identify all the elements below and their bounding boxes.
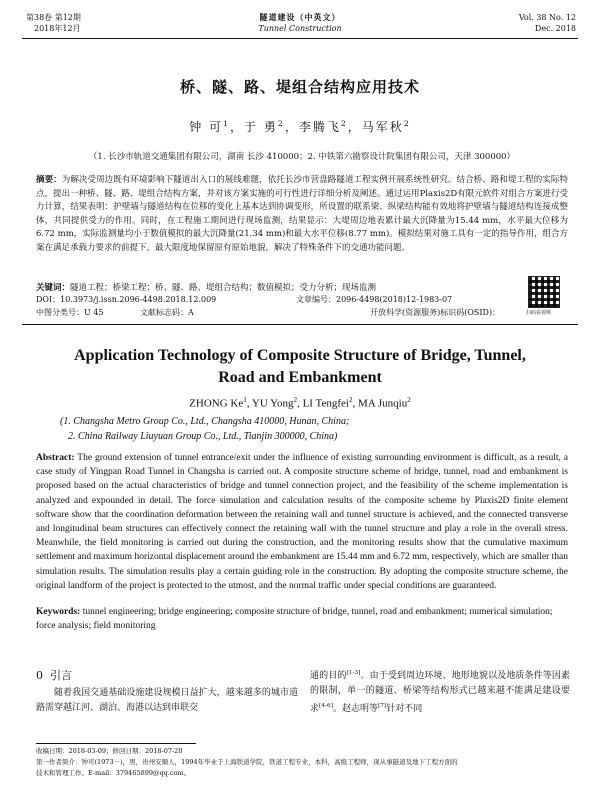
qr-code-icon[interactable]	[528, 276, 560, 308]
footnote-dates: 收稿日期：2018-03-09；修回日期：2018-07-20	[36, 747, 183, 755]
body-left-column: 随着我国交通基础设施建设规模日益扩大，越来越多的城市道路需穿越江河、湖泊、海港以达到串联交	[36, 688, 298, 713]
title-en-line1: Application Technology of Composite Structure of Bridge, Tunnel,	[74, 347, 526, 364]
author-en-1-mark: 1	[243, 396, 247, 404]
author-4: ，马军秋	[347, 120, 404, 134]
section-title: 引言	[50, 669, 72, 682]
keywords-en-text: tunnel engineering; bridge engineering; composite structure of bridge, tunnel, road and embankment; numerical simulation; force analysis; field monitoring	[36, 607, 553, 632]
author-1-mark: 1	[223, 119, 231, 128]
affiliation-cn: （1. 长沙市轨道交通集团有限公司，湖南 长沙 410000；2. 中铁第六勘察设计院集团有限公司，天津 300000）	[88, 152, 516, 162]
authors-en	[0, 396, 600, 410]
keywords-en	[36, 605, 568, 633]
body-right-text-1: 通的目的	[310, 671, 347, 681]
abstract-cn	[36, 174, 568, 256]
author-2-mark: 2	[277, 119, 285, 128]
clc-number: 中图分类号：U 45	[36, 308, 104, 317]
author-en-3: , LI Tengfei	[297, 397, 349, 410]
keywords-cn-label: 关键词：	[36, 283, 71, 293]
abstract-en-text: The ground extension of tunnel entrance/exit under the influence of existing surrounding environment is difficult, as a result, a case study of Yingpan Road Tunnel in Changsha is carried out. A composite structure scheme of bridge, tunnel, road and embankment is proposed based on the actual characteristics of bridge and tunnel connection project, and the feasibility of the scheme implementation is analyzed and expounded in detail. The force simulation and calculation results of the composite scheme by Plaxis2D finite element software show that the coordination deformation between the retaining wall and tunnel structure is achieved, and the connected transverse and longitudinal beam structures can effectively connect the retaining wall with the tunnel structure and play a role in the overall stress. Meanwhile, the field monitoring is carried out during the construction, and the monitoring results show that the cumulative maximum settlement and maximum horizontal displacement around the embankment are 15.44 mm and 6.72 mm, respectively, which are smaller than simulation results. The simulation results play a certain guiding role in the construction. By adopting the composite structure scheme, the original landform of the project is protected to the utmost, and the normal traffic under special conditions are guaranteed.	[36, 453, 568, 591]
affiliation-en	[60, 414, 540, 444]
author-en-4-mark: 2	[407, 396, 411, 404]
header-right	[519, 12, 576, 34]
author-en-2: , YU Yong	[246, 397, 294, 410]
qr-label: 扫码看视频	[526, 310, 552, 316]
date-en: Dec. 2018	[534, 24, 576, 33]
author-en-2-mark: 2	[293, 396, 298, 404]
abstract-cn-text: 为解决受周边既有环境影响下隧道出入口的展线难题，依托长沙市营盘路隧道工程实例开展系统性研究。结合桥、路和堤工程的实际特点，提出一种桥、隧、路、堤组合结构方案，并对该方案实施的可行性进行详细分析及阐述。通过运用Plaxis2D有限元软件对组合方案进行受力计算，结果表明：护壁墙与隧道结构在位移的变化上基本达到协调变形，所设置的联系梁、纵梁结构能有效地将护壁墙与隧道结构连接成整体，共同提供受力的作用。同时，在工程施工期间进行现场监测，结果显示：大堤周边地表累计最大沉降量为15.44 mm，水平最大位移为6.72 mm，实际监测量均小于数值模拟的最大沉降量(21.34 mm)和最大水平位移(8.77 mm)。模拟结果对施工具有一定的指导作用，组合方案在满足承载力要求的前提下，最大限度地保留原有原始地貌，解决了特殊条件下的交通功能问题。	[36, 175, 568, 253]
citation-1[interactable]: [1-3]	[346, 670, 361, 676]
author-3: ，李腾飞	[284, 120, 341, 134]
title-en	[0, 345, 600, 389]
footnote-author-bio-cont: 技术和管理工作。E-mail：379465899@qq.com。	[36, 769, 191, 777]
author-en-1: ZHONG Ke	[189, 397, 244, 410]
section-heading	[36, 667, 72, 683]
osid-label: 开放科学(资源服务)标识码(OSID)：	[370, 308, 501, 317]
body-right-column	[310, 666, 570, 717]
footnote-rule	[36, 743, 196, 744]
header-center	[0, 12, 600, 34]
journal-cn: 隧道建设（中英文）	[259, 12, 341, 22]
title-cn: 桥、隧、路、堤组合结构应用技术	[179, 78, 420, 96]
keywords-cn-text: 隧道工程；桥梁工程；桥、隧、路、堤组合结构；数值模拟；受力分析；现场监测	[70, 283, 377, 293]
footnote-author-bio: 第一作者简介：钟可(1973－)，男，贵州安顺人，1994年毕业于上海铁道学院，铁道工程专业，本科，高级工程师，现从事隧道及地下工程方面的	[36, 758, 458, 766]
keywords-cn	[36, 281, 516, 293]
volume-cn: 第38卷 第12期	[26, 13, 81, 22]
body-right-text-4: 针对不同	[386, 704, 423, 714]
article-number: 文章编号：2096-4498(2018)12-1983-07	[296, 295, 453, 304]
affiliation-en-line1: (1. Changsha Metro Group Co., Ltd., Changsha 410000, Hunan, China;	[60, 416, 350, 427]
document-code: 文献标志码：A	[140, 308, 194, 317]
author-en-3-mark: 2	[348, 396, 353, 404]
author-en-4: , MA Junqiu	[352, 397, 408, 410]
body-right-text-3: 。赵志明等	[333, 704, 379, 714]
author-3-mark: 2	[340, 119, 348, 128]
abstract-en-label: Abstract:	[36, 453, 75, 463]
doi[interactable]: DOI：10.3973/j.issn.2096-4498.2018.12.009	[36, 295, 217, 304]
citation-2[interactable]: [4-6]	[319, 703, 333, 709]
author-4-mark: 2	[403, 119, 411, 128]
section-rule	[22, 324, 578, 325]
citation-3[interactable]: [7]	[378, 703, 387, 709]
volume-en: Vol. 38 No. 12	[518, 13, 576, 22]
authors-cn	[0, 118, 600, 135]
journal-en: Tunnel Construction	[258, 24, 342, 33]
header-rule	[22, 38, 578, 39]
body-right-text-2: 。由于受到周边环境、地形地貌以及地质条件等因素的限制，单一的隧道、桥梁等结构形式已越来越不能满足建设要求	[310, 671, 570, 714]
author-2: ，于 勇	[230, 120, 278, 134]
abstract-en	[36, 451, 568, 593]
abstract-cn-label: 摘要：	[36, 175, 62, 185]
footnote	[36, 746, 576, 779]
section-number: 0	[36, 669, 43, 682]
title-en-line2: Road and Embankment	[218, 369, 382, 386]
date-cn: 2018年12月	[34, 24, 81, 33]
affiliation-en-line2: 2. China Railway Liuyuan Group Co., Ltd., Tianjin 300000, China)	[68, 431, 338, 442]
keywords-en-label: Keywords:	[36, 607, 81, 617]
author-1: 钟 可	[189, 120, 224, 134]
